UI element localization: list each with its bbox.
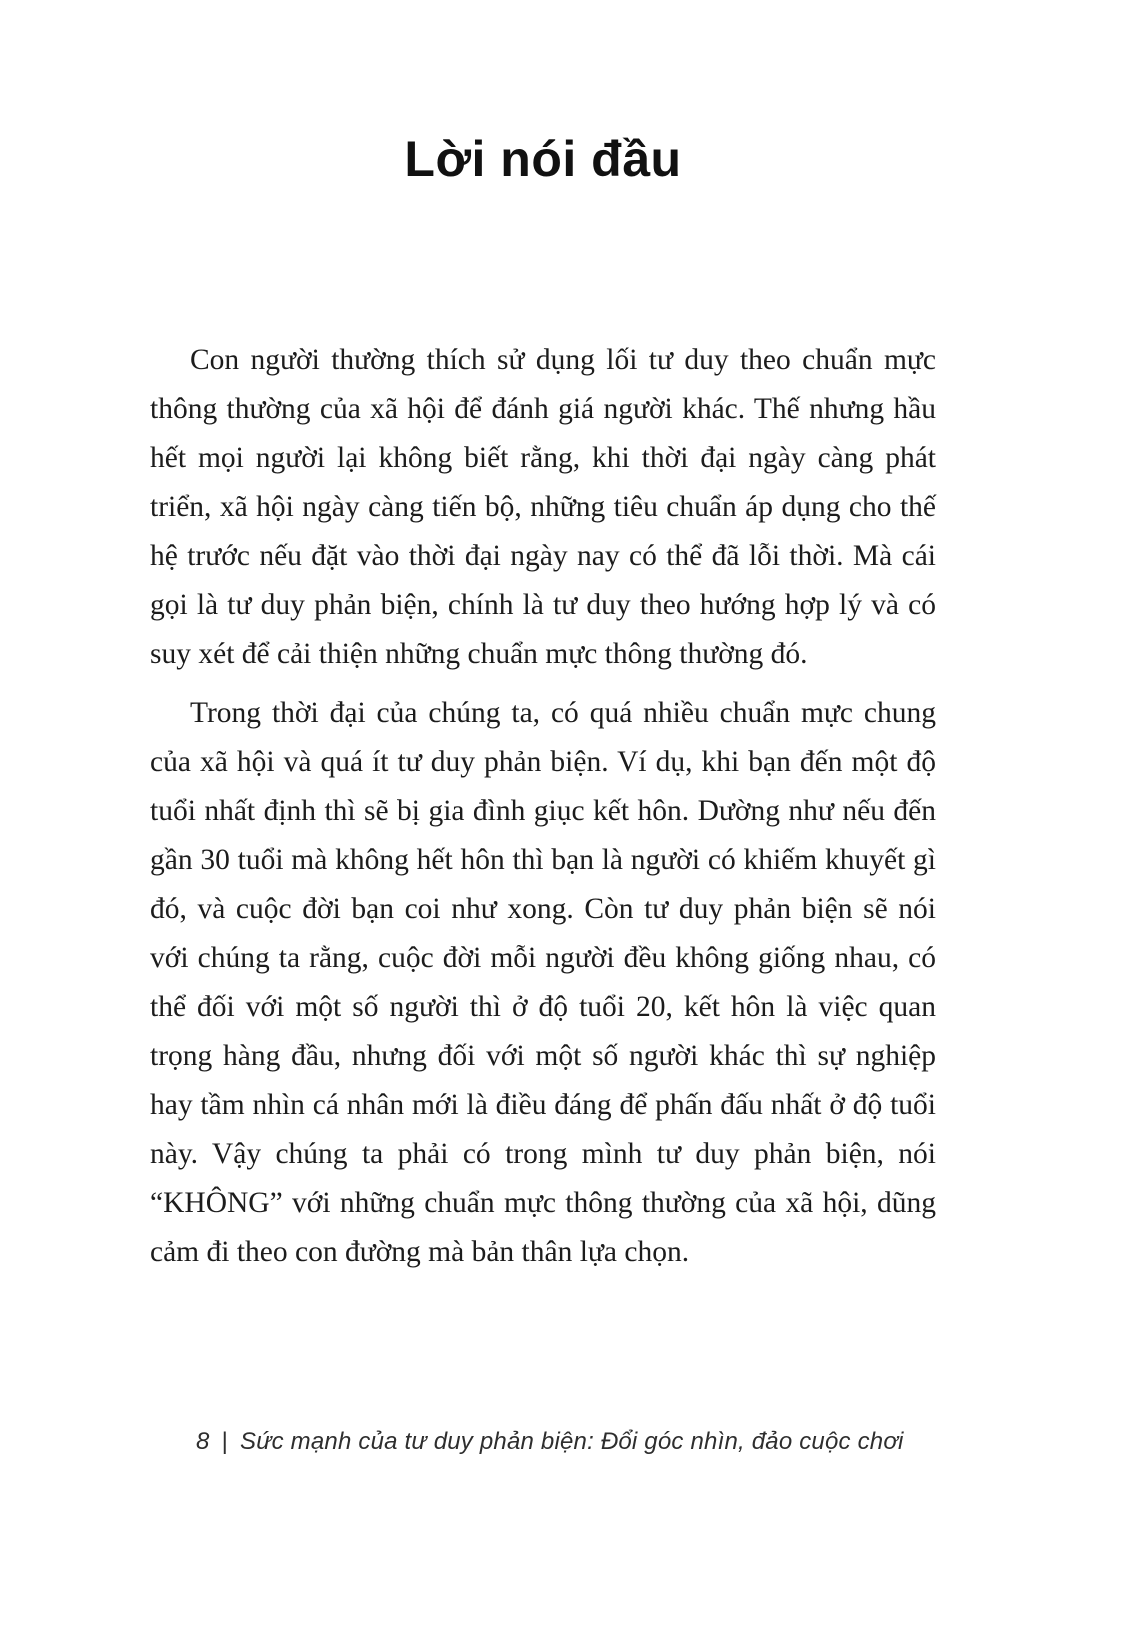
footer-separator: | [221,1428,228,1455]
page-number: 8 [196,1428,210,1455]
paragraph: Trong thời đại của chúng ta, có quá nhiều chuẩn mực chung của xã hội và quá ít tư duy phản biện. Ví dụ, khi bạn đến một độ tuổi nhất định thì sẽ bị gia đình giục kết hôn. Dường như nếu đến gần 30 tuổi mà không hết hôn thì bạn là người có khiếm khuyết gì đó, và cuộc đời bạn coi như xong. Còn tư duy phản biện sẽ nói với chúng ta rằng, cuộc đời mỗi người đều không giống nhau, có thể đối với một số người thì ở độ tuổi 20, kết hôn là việc quan trọng hàng đầu, nhưng đối với một số người khác thì sự nghiệp hay tầm nhìn cá nhân mới là điều đáng để phấn đấu nhất ở độ tuổi này. Vậy chúng ta phải có trong mình tư duy phản biện, nói “KHÔNG” với những chuẩn mực thông thường của xã hội, dũng cảm đi theo con đường mà bản thân lựa chọn. [150,697,936,1268]
page-content [150,0,936,1287]
page-title: Lời nói đầu [404,131,682,187]
page-footer [196,1428,904,1456]
footer-book-title: Sức mạnh của tư duy phản biện: Đổi góc nhìn, đảo cuộc chơi [240,1428,904,1455]
body-text [150,336,936,1277]
paragraph: Con người thường thích sử dụng lối tư duy theo chuẩn mực thông thường của xã hội để đánh giá người khác. Thế nhưng hầu hết mọi người lại không biết rằng, khi thời đại ngày càng phát triển, xã hội ngày càng tiến bộ, những tiêu chuẩn áp dụng cho thế hệ trước nếu đặt vào thời đại ngày nay có thể đã lỗi thời. Mà cái gọi là tư duy phản biện, chính là tư duy theo hướng hợp lý và có suy xét để cải thiện những chuẩn mực thông thường đó. [150,344,936,670]
